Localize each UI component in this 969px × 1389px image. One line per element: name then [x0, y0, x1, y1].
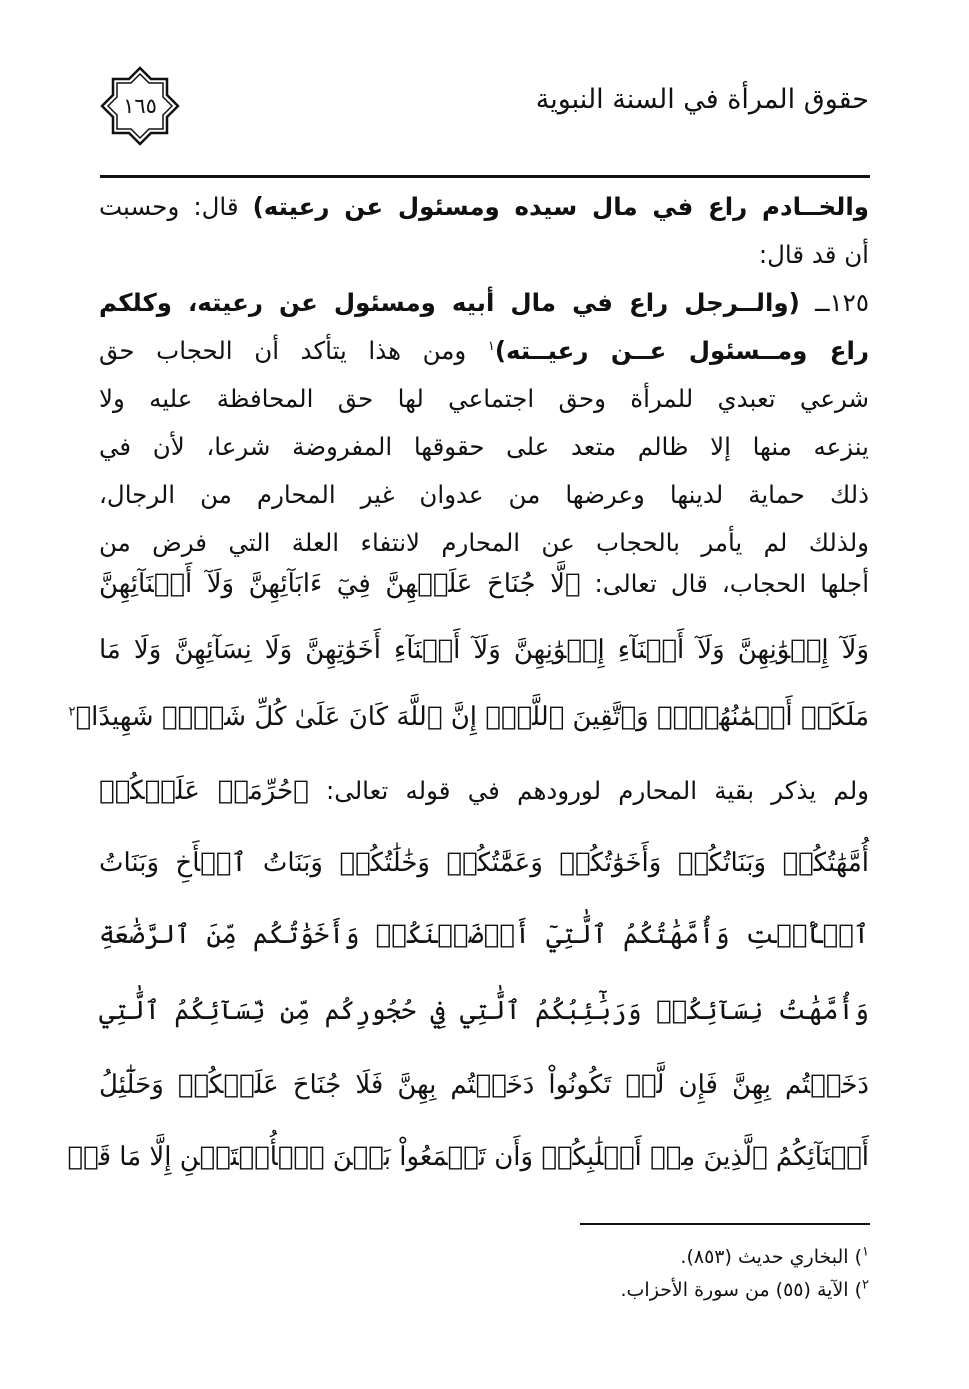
- quran-line-14: ٱلۡأُخۡتِ وَأُمَّهَٰتُكُمُ ٱلَّٰتِيٓ أَرۡضَعۡنَكُمۡ وَأَخَوَٰتُكُم مِّنَ ٱلرَّضَٰعَةِ: [99, 920, 869, 950]
- hadith-text: والخــادم راع في مال سيده ومسئول عن رعيته): [252, 192, 870, 221]
- commentary-text: ومن هذا يتأكد أن الحجاب حق: [99, 336, 488, 365]
- body-line-3: [99, 279, 869, 327]
- page-number-badge: [100, 66, 180, 146]
- hadith-text: راع ومــسئول عــن رعيــته): [494, 336, 869, 365]
- quran-line-11: [68, 689, 869, 745]
- footnote-divider: [580, 1223, 870, 1225]
- header-divider: [100, 175, 870, 178]
- footnote-text: ) الآية (٥٥) من سورة الأحزاب.: [620, 1279, 863, 1301]
- narrator-note: قال: وحسبت: [99, 192, 253, 221]
- footnote-2: [369, 1276, 869, 1304]
- footnote-ref[interactable]: ٢: [68, 704, 76, 720]
- quran-verse: مَلَكَتۡ أَيۡمَٰنُهُنَّۗ وَٱتَّقِينَ ٱللَّهَۚ إِنَّ ٱللَّهَ كَانَ عَلَىٰ كُلِّ شَيۡءٖ شَهِيدًا﴾: [75, 702, 869, 732]
- body-line-9: [99, 556, 869, 612]
- footnote-ref[interactable]: ١: [487, 338, 495, 354]
- body-line-7: ذلك حماية لدينها وعرضها من عدوان غير المحارم من الرجال،: [99, 480, 869, 509]
- footnote-marker: ٢: [862, 1277, 869, 1293]
- commentary-text: ولم يذكر بقية المحارم لورودهم في قوله تعالى:: [308, 776, 869, 805]
- body-line-8: ولذلك لم يأمر بالحجاب عن المحارم لانتفاء العلة التي فرض من: [99, 528, 869, 557]
- commentary-text: أجلها الحجاب، قال تعالى:: [580, 569, 870, 598]
- body-line-12: [99, 763, 869, 819]
- hadith-text: (والــرجل راع في مال أبيه ومسئول عن رعيته، وكلكم: [99, 288, 800, 317]
- footnote-1: [369, 1243, 869, 1271]
- footnote-text: ) البخاري حديث (٨٥٣).: [680, 1246, 863, 1268]
- body-line-5: شرعي تعبدي للمرأة وحق اجتماعي لها حق المحافظة عليه ولا: [99, 384, 869, 413]
- quran-verse: ﴿حُرِّمَتۡ عَلَيۡكُمۡ: [99, 776, 309, 806]
- quran-line-16: دَخَلۡتُم بِهِنَّ فَإِن لَّمۡ تَكُونُواْ دَخَلۡتُم بِهِنَّ فَلَا جُنَاحَ عَلَيۡكُمۡ وَحَلَٰٓئِلُ: [99, 1070, 869, 1100]
- quran-line-17: أَبۡنَآئِكُمُ ٱلَّذِينَ مِنۡ أَصۡلَٰبِكُمۡ وَأَن تَجۡمَعُواْ بَيۡنَ ٱلۡأُخۡتَيۡنِ إِلَّا مَا قَدۡ: [67, 1142, 869, 1172]
- quran-verse: ﴿لَّا جُنَاحَ عَلَيۡهِنَّ فِيٓ ءَابَآئِهِنَّ وَلَآ أَبۡنَآئِهِنَّ: [99, 569, 581, 599]
- hadith-number: ١٢٥ــ: [799, 288, 869, 317]
- body-line-6: ينزعه منها إلا ظالم متعد على حقوقها المفروضة شرعا، لأن في: [99, 432, 869, 461]
- body-line-1: [99, 183, 869, 231]
- body-line-2: أن قد قال:: [758, 240, 869, 269]
- body-line-4: [99, 327, 869, 375]
- quran-line-13: أُمَّهَٰتُكُمۡ وَبَنَاتُكُمۡ وَأَخَوَٰتُكُمۡ وَعَمَّٰتُكُمۡ وَخَٰلَٰتُكُمۡ وَبَنَاتُ ٱلۡأَخِ وَبَنَاتُ: [99, 848, 869, 878]
- footnote-marker: ١: [862, 1244, 869, 1260]
- page-number: ١٦٥: [123, 94, 157, 118]
- quran-line-15: وَأُمَّهَٰتُ نِسَآئِكُمۡ وَرَبَٰٓئِبُكُمُ ٱلَّٰتِي فِي حُجُورِكُم مِّن نِّسَآئِكُمُ ٱلَّٰتِي: [99, 996, 869, 1026]
- quran-line-10: وَلَآ إِخۡوَٰنِهِنَّ وَلَآ أَبۡنَآءِ إِخۡوَٰنِهِنَّ وَلَآ أَبۡنَآءِ أَخَوَٰتِهِنَّ وَلَا نِسَآئِهِنَّ وَلَا مَا: [99, 635, 869, 665]
- running-title: حقوق المرأة في السنة النبوية: [535, 84, 869, 115]
